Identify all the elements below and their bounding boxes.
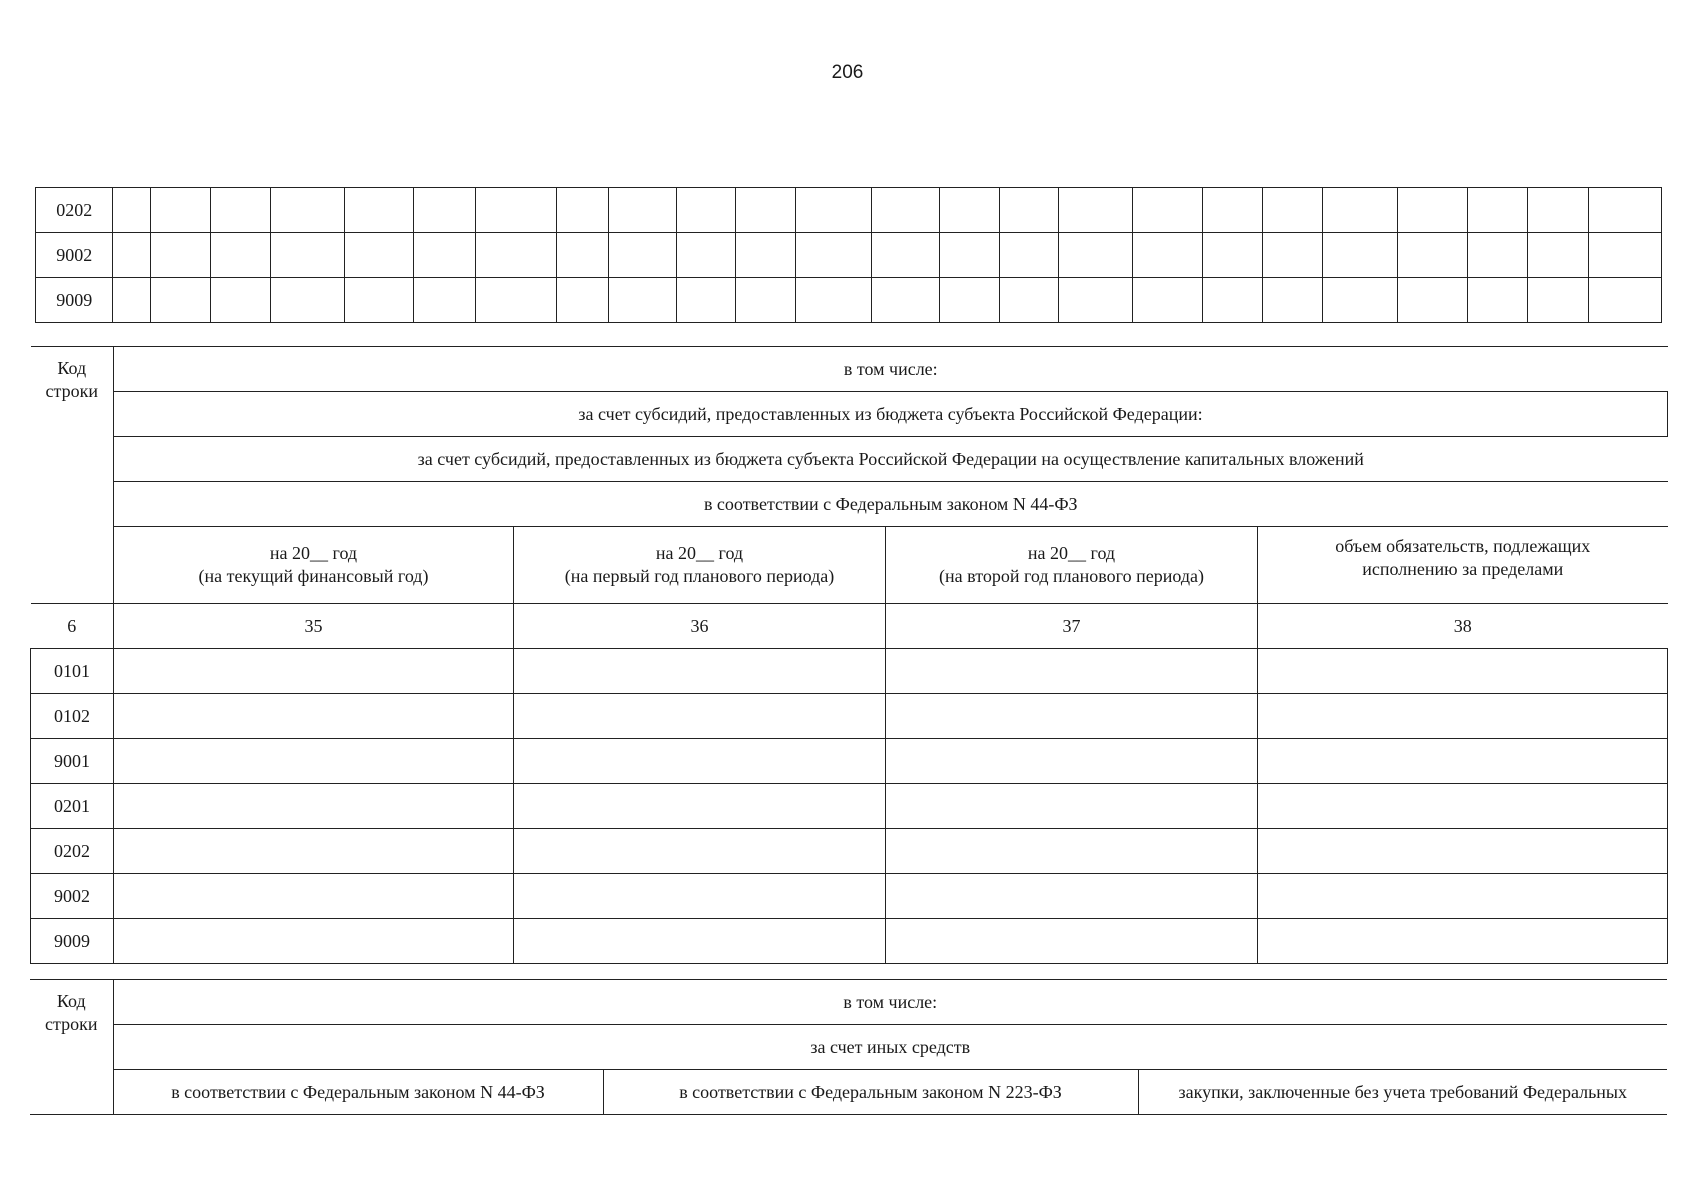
kod-label: Код строки — [45, 358, 98, 401]
col-header-line2: (на первый год планового периода) — [564, 566, 835, 586]
bottom-table — [30, 979, 1667, 1115]
row-code: 9002 — [36, 233, 113, 278]
col-header-purchases-without-law: закупки, заключенные без учета требований Федеральных — [1138, 1070, 1667, 1115]
middle-table — [30, 346, 1668, 964]
table-row — [31, 784, 1668, 829]
col-header-first-plan-year — [514, 527, 886, 604]
table-row — [31, 829, 1668, 874]
row-code: 9001 — [31, 739, 114, 784]
col-header-law223: в соответствии с Федеральным законом N 223-ФЗ — [603, 1070, 1138, 1115]
row-code: 9009 — [31, 919, 114, 964]
row-code: 0101 — [31, 649, 114, 694]
col-header-line1: объем обязательств, подлежащих — [1335, 536, 1591, 556]
col-number: 36 — [514, 604, 886, 649]
col-header-line1: на 20__ год — [269, 543, 358, 563]
col-header-current-year — [114, 527, 514, 604]
table-row — [31, 739, 1668, 784]
kod-label: Код строки — [45, 991, 98, 1034]
table-row — [31, 694, 1668, 739]
row-code: 0102 — [31, 694, 114, 739]
col-number: 35 — [114, 604, 514, 649]
header-law44: в соответствии с Федеральным законом N 44-ФЗ — [114, 482, 1668, 527]
kod-header — [30, 980, 113, 1115]
table-row — [36, 278, 1662, 323]
table-row — [31, 649, 1668, 694]
table-row — [36, 188, 1662, 233]
col-header-line2: исполнению за пределами — [1362, 559, 1564, 579]
header-capital: за счет субсидий, предоставленных из бюджета субъекта Российской Федерации на осуществление капитальных вложений — [114, 437, 1668, 482]
column-numbers-row — [31, 604, 1668, 649]
col-header-line2: (на второй год планового периода) — [939, 566, 1204, 586]
row-code: 0201 — [31, 784, 114, 829]
page-number: 206 — [831, 62, 864, 83]
col-header-second-plan-year — [886, 527, 1258, 604]
top-table — [35, 187, 1662, 323]
col-header-line1: на 20__ год — [655, 543, 744, 563]
kod-header — [31, 347, 114, 604]
row-code: 9002 — [31, 874, 114, 919]
col-header-line2: (на текущий финансовый год) — [198, 566, 429, 586]
header-subsidies: за счет субсидий, предоставленных из бюджета субъекта Российской Федерации: — [114, 392, 1668, 437]
col-header-obligations-beyond — [1258, 527, 1668, 604]
table-row — [31, 874, 1668, 919]
header-including: в том числе: — [113, 980, 1667, 1025]
row-code: 9009 — [36, 278, 113, 323]
col-header-line1: на 20__ год — [1027, 543, 1116, 563]
header-other-funds: за счет иных средств — [113, 1025, 1667, 1070]
col-number: 38 — [1258, 604, 1668, 649]
header-including: в том числе: — [114, 347, 1668, 392]
col-number: 6 — [31, 604, 114, 649]
table-row — [31, 919, 1668, 964]
row-code: 0202 — [31, 829, 114, 874]
row-code: 0202 — [36, 188, 113, 233]
col-number: 37 — [886, 604, 1258, 649]
table-row — [36, 233, 1662, 278]
col-header-law44: в соответствии с Федеральным законом N 44-ФЗ — [113, 1070, 603, 1115]
